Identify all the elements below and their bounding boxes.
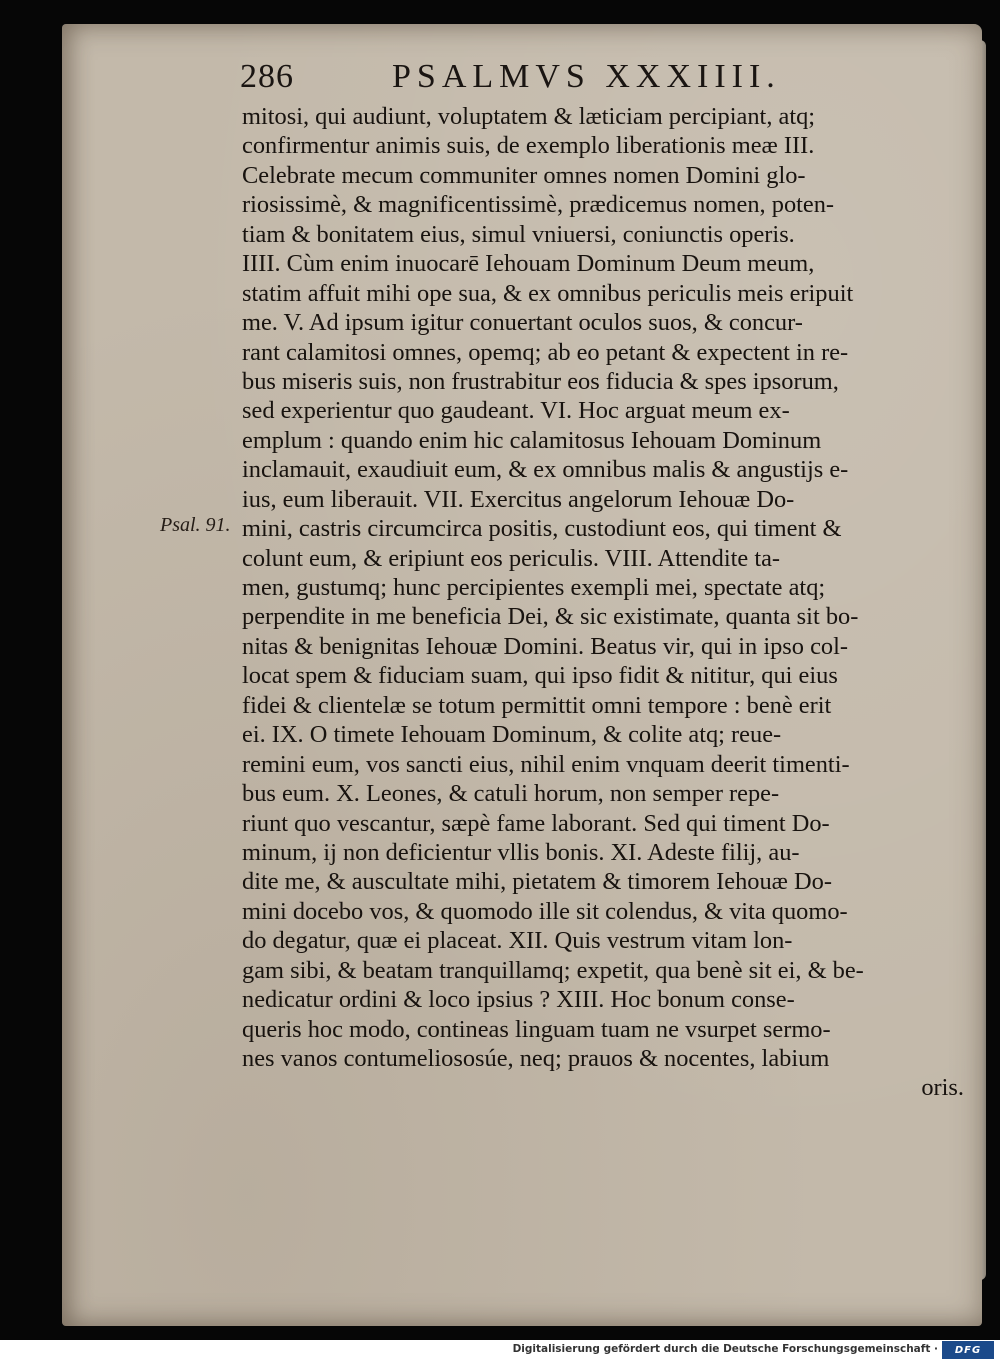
text-line: ei. IX. O timete Iehouam Dominum, & colite atq; reue- [242,721,782,749]
text-line: perpendite in me beneficia Dei, & sic existimate, quanta sit bo- [242,603,859,631]
text-line: do degatur, quæ ei placeat. XII. Quis vestrum vitam lon- [242,927,793,955]
marginal-note: Psal. 91. [160,514,231,536]
dfg-logo-text: DFG [954,1344,982,1356]
text-line: minum, ij non deficientur vllis bonis. XI. Adeste filij, au- [242,838,800,866]
text-line: bus eum. X. Leones, & catuli horum, non semper repe- [242,780,780,808]
text-line: men, gustumq; hunc percipientes exempli mei, spectate atq; [242,574,826,601]
text-line: emplum : quando enim hic calamitosus Iehouam Dominum [242,426,822,454]
text-line: nitas & benignitas Iehouæ Domini. Beatus vir, qui in ipso col- [242,632,849,660]
text-line: colunt eum, & eripiunt eos periculis. VIII. Attendite ta- [242,544,781,572]
text-line: rant calamitosi omnes, opemq; ab eo petant & expectent in re- [242,338,849,366]
text-line: mini, castris circumcirca positis, custodiunt eos, qui timent & [242,515,842,543]
text-line: IIII. Cùm enim inuocarē Iehouam Dominum Deum meum, [242,250,815,278]
text-line: riunt quo vescantur, sæpè fame laborant. Sed qui timent Do- [242,809,830,837]
text-line: inclamauit, exaudiuit eum, & ex omnibus malis & angustijs e- [242,456,849,484]
text-line: gam sibi, & beatam tranquillamq; expetit, qua benè sit ei, & be- [242,956,864,984]
text-line: riosissimè, & magnificentissimè, prædicemus nomen, poten- [242,191,835,219]
text-line: fidei & clientelæ se totum permittit omni tempore : benè erit [242,691,832,719]
text-line: dite me, & auscultate mihi, pietatem & timorem Iehouæ Do- [242,868,832,896]
text-line: sed experientur quo gaudeant. VI. Hoc arguat meum ex- [242,397,790,425]
page-number: 286 [240,58,294,95]
text-line: remini eum, vos sancti eius, nihil enim vnquam deerit timenti- [242,750,850,778]
text-line: confirmentur animis suis, de exemplo liberationis meæ III. [242,132,815,160]
catchword: oris. [921,1074,964,1102]
text-line: queris hoc modo, contineas linguam tuam ne vsurpet sermo- [242,1015,831,1043]
running-head: PSALMVS XXXIIII. [392,58,781,95]
footer-credit: Digitalisierung gefördert durch die Deutsche Forschungsgemeinschaft · [512,1343,938,1355]
text-line: statim affuit mihi ope sua, & ex omnibus periculis meis eripuit [242,279,854,307]
text-line: ius, eum liberauit. VII. Exercitus angelorum Iehouæ Do- [242,485,795,513]
text-line: mini docebo vos, & quomodo ille sit colendus, & vita quomo- [242,897,848,925]
text-line: locat spem & fiduciam suam, qui ipso fidit & nititur, qui eius [242,662,838,690]
text-line: tiam & bonitatem eius, simul vniuersi, coniunctis operis. [242,220,795,248]
text-line: me. V. Ad ipsum igitur conuertant oculos suos, & concur- [242,309,803,337]
text-line: mitosi, qui audiunt, voluptatem & læticiam percipiant, atq; [242,103,816,130]
body-text [242,102,964,1103]
text-line: bus miseris suis, non frustrabitur eos fiducia & spes ipsorum, [242,367,839,395]
text-line: Celebrate mecum communiter omnes nomen Domini glo- [242,161,806,189]
dfg-logo-icon [942,1341,994,1359]
text-line: nedicatur ordini & loco ipsius ? XIII. Hoc bonum conse- [242,986,795,1014]
text-line: nes vanos contumeliososúe, neq; prauos & nocentes, labium [242,1045,830,1072]
page-header [240,58,840,102]
